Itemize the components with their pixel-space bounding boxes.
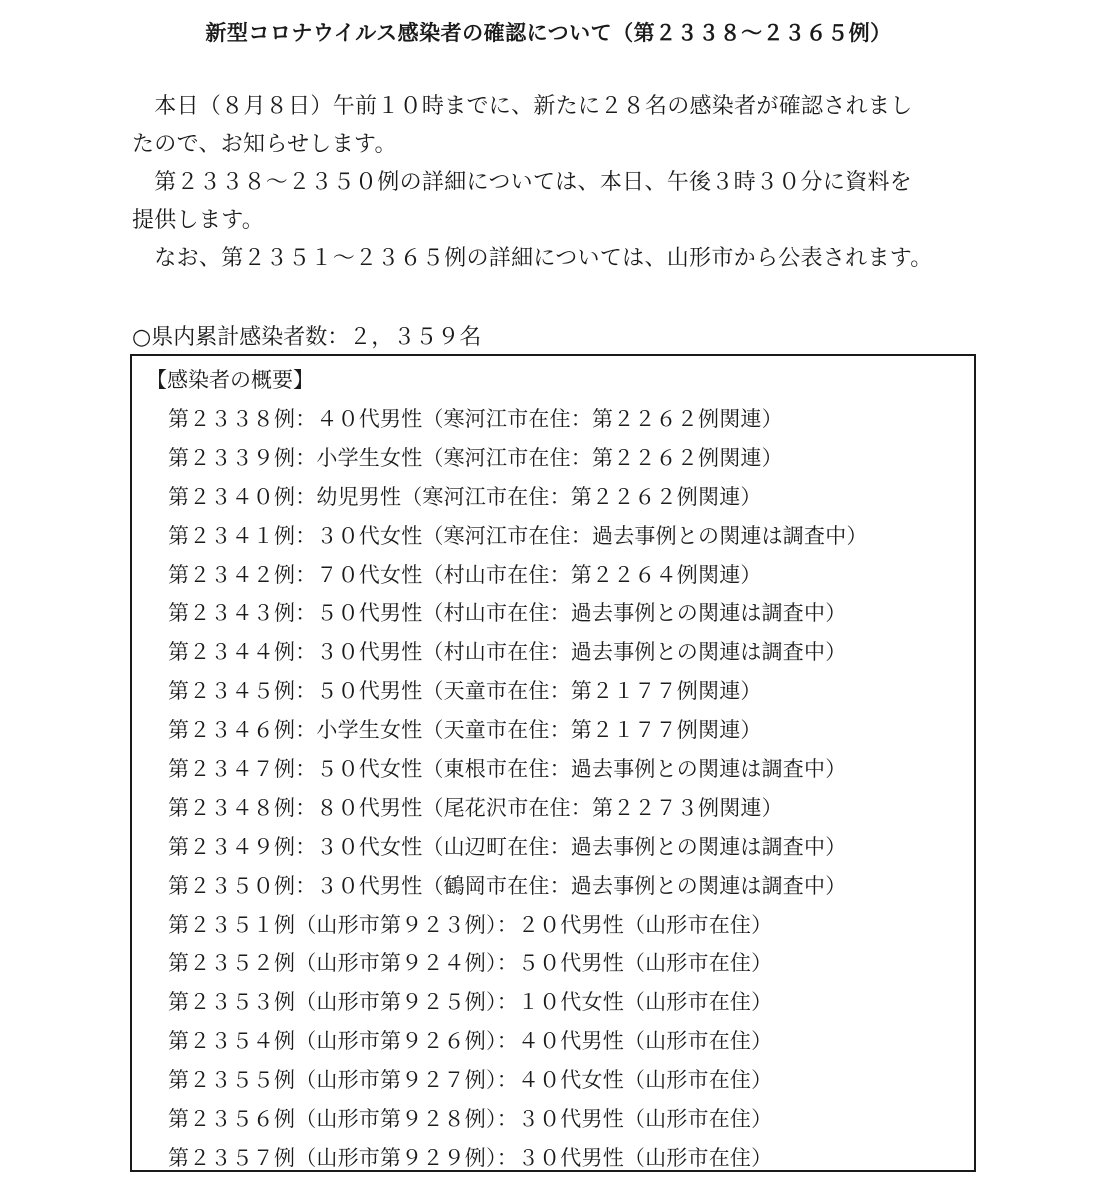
case-item: 第２３４６例：小学生女性（天童市在住：第２１７７例関連） (168, 718, 762, 743)
paragraph-line: なお、第２３５１～２３６５例の詳細については、山形市から公表されます。 (132, 246, 933, 271)
document-title: 新型コロナウイルス感染者の確認について（第２３３８～２３６５例） (205, 21, 892, 45)
case-item: 第２３４０例：幼児男性（寒河江市在住：第２２６２例関連） (168, 484, 762, 509)
case-item: 第２３４３例：５０代男性（村山市在住：過去事例との関連は調査中） (168, 601, 847, 626)
case-list (168, 400, 868, 1178)
case-item: 第２３５２例（山形市第９２４例）：５０代男性（山形市在住） (168, 951, 773, 976)
cumulative-total: ○県内累計感染者数：２，３５９名 (132, 325, 482, 350)
paragraph-line: 提供します。 (132, 208, 265, 233)
case-item: 第２３５０例：３０代男性（鶴岡市在住：過去事例との関連は調査中） (168, 873, 847, 898)
case-summary-box (130, 354, 976, 1172)
case-item: 第２３３８例：４０代男性（寒河江市在住：第２２６２例関連） (168, 407, 783, 431)
case-item: 第２３５３例（山形市第９２５例）：１０代女性（山形市在住） (168, 990, 773, 1015)
case-item: 第２３４４例：３０代男性（村山市在住：過去事例との関連は調査中） (168, 640, 847, 665)
case-item: 第２３４２例：７０代女性（村山市在住：第２２６４例関連） (168, 562, 762, 587)
case-item: 第２３３９例：小学生女性（寒河江市在住：第２２６２例関連） (168, 445, 783, 470)
case-item: 第２３５７例（山形市第９２９例）：３０代男性（山形市在住） (168, 1145, 773, 1170)
case-item: 第２３４１例：３０代女性（寒河江市在住：過去事例との関連は調査中） (168, 523, 868, 548)
case-item: 第２３４８例：８０代男性（尾花沢市在住：第２２７３例関連） (168, 795, 783, 820)
summary-heading: 【感染者の概要】 (146, 368, 314, 392)
case-item: 第２３４９例：３０代女性（山辺町在住：過去事例との関連は調査中） (168, 834, 847, 859)
case-item: 第２３５６例（山形市第９２８例）：３０代男性（山形市在住） (168, 1107, 773, 1132)
case-item: 第２３５１例（山形市第９２３例）：２０代男性（山形市在住） (168, 912, 773, 937)
paragraph-line: 本日（８月８日）午前１０時までに、新たに２８名の感染者が確認されまし (132, 94, 913, 119)
case-item: 第２３４７例：５０代女性（東根市在住：過去事例との関連は調査中） (168, 757, 847, 782)
case-item: 第２３５４例（山形市第９２６例）：４０代男性（山形市在住） (168, 1029, 773, 1054)
case-item: 第２３４５例：５０代男性（天童市在住：第２１７７例関連） (168, 679, 762, 704)
case-item: 第２３５５例（山形市第９２７例）：４０代女性（山形市在住） (168, 1068, 773, 1093)
paragraph-line: 第２３３８～２３５０例の詳細については、本日、午後３時３０分に資料を (132, 170, 913, 195)
paragraph-line: たので、お知らせします。 (132, 132, 397, 157)
